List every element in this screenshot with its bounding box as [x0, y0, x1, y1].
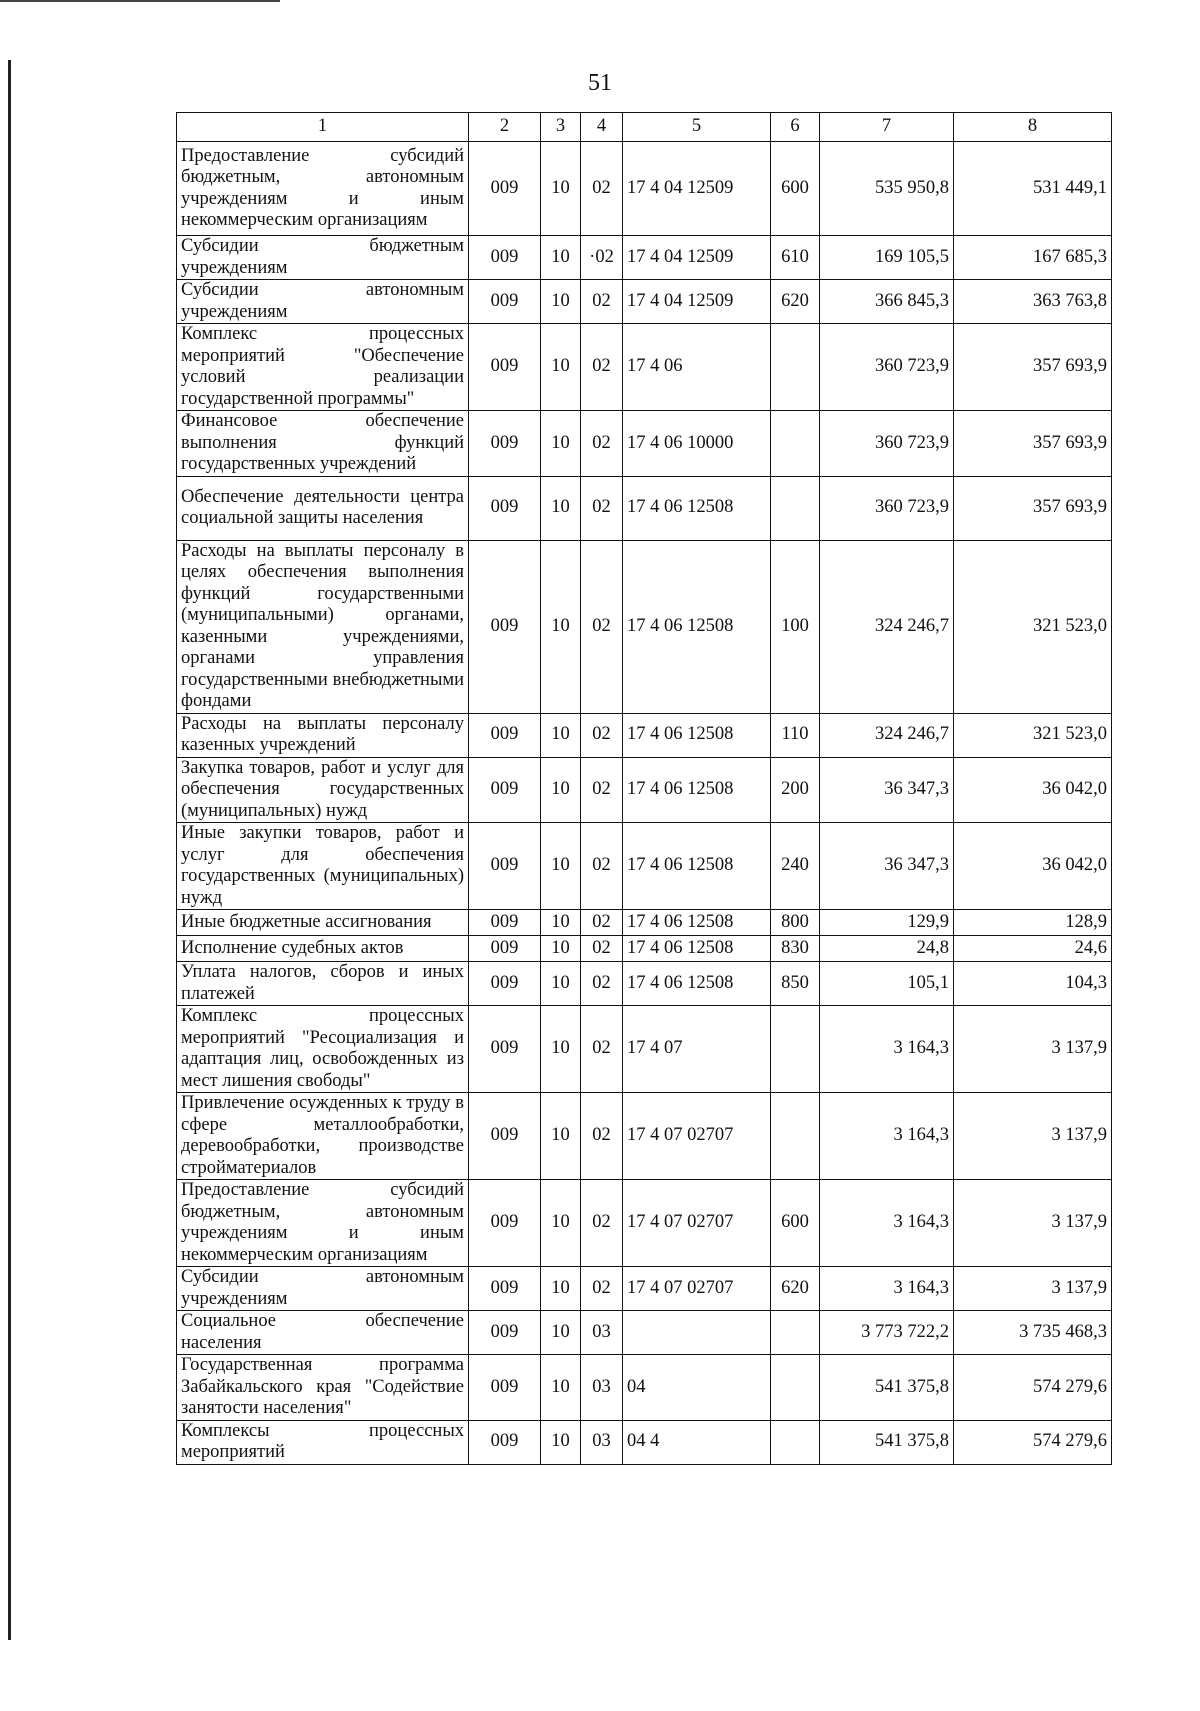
expense-kind-code: 200	[771, 757, 820, 823]
column-header: 8	[954, 113, 1112, 142]
table-row	[177, 936, 1112, 962]
amount-year-2: 357 693,9	[954, 324, 1112, 411]
section-code: 10	[541, 1355, 581, 1421]
target-code: 17 4 06 12508	[623, 936, 771, 962]
amount-year-2: 357 693,9	[954, 411, 1112, 477]
section-code: 10	[541, 411, 581, 477]
expense-kind-code: 240	[771, 823, 820, 910]
amount-year-1: 535 950,8	[820, 142, 954, 236]
amount-year-1: 3 164,3	[820, 1267, 954, 1311]
scan-edge-top	[0, 0, 280, 2]
ministry-code: 009	[469, 324, 541, 411]
subsection-code: 03	[581, 1420, 623, 1464]
expense-kind-code: 800	[771, 910, 820, 936]
row-name: Обеспечение деятельности центра социальной защиты населения	[177, 476, 469, 540]
row-name: Закупка товаров, работ и услуг для обеспечения государственных (муниципальных) нужд	[177, 757, 469, 823]
section-code: 10	[541, 236, 581, 280]
table-header-row	[177, 113, 1112, 142]
expense-kind-code: 600	[771, 142, 820, 236]
row-name: Финансовое обеспечение выполнения функций государственных учреждений	[177, 411, 469, 477]
table-row	[177, 910, 1112, 936]
ministry-code: 009	[469, 1093, 541, 1180]
amount-year-1: 3 164,3	[820, 1180, 954, 1267]
subsection-code: 02	[581, 1093, 623, 1180]
row-name: Комплекс процессных мероприятий "Ресоциализация и адаптация лиц, освобожденных из мест лишения свободы"	[177, 1006, 469, 1093]
subsection-code: 02	[581, 757, 623, 823]
subsection-code: 02	[581, 476, 623, 540]
amount-year-1: 360 723,9	[820, 411, 954, 477]
row-name: Привлечение осужденных к труду в сфере металлообработки, деревообработки, производстве стройматериалов	[177, 1093, 469, 1180]
target-code: 17 4 06 10000	[623, 411, 771, 477]
ministry-code: 009	[469, 757, 541, 823]
column-header: 1	[177, 113, 469, 142]
ministry-code: 009	[469, 962, 541, 1006]
row-name: Субсидии бюджетным учреждениям	[177, 236, 469, 280]
amount-year-1: 129,9	[820, 910, 954, 936]
section-code: 10	[541, 936, 581, 962]
amount-year-1: 105,1	[820, 962, 954, 1006]
budget-table	[176, 112, 1112, 1465]
target-code: 17 4 06	[623, 324, 771, 411]
column-header: 6	[771, 113, 820, 142]
table-row	[177, 962, 1112, 1006]
amount-year-1: 324 246,7	[820, 540, 954, 713]
ministry-code: 009	[469, 540, 541, 713]
amount-year-2: 531 449,1	[954, 142, 1112, 236]
amount-year-1: 360 723,9	[820, 476, 954, 540]
target-code: 17 4 06 12508	[623, 476, 771, 540]
target-code	[623, 1311, 771, 1355]
subsection-code: 02	[581, 142, 623, 236]
amount-year-2: 167 685,3	[954, 236, 1112, 280]
ministry-code: 009	[469, 713, 541, 757]
row-name: Расходы на выплаты персоналу в целях обеспечения выполнения функций государственными (муниципальными) органами, казенными учреждениями, органами управления государственными внебюджетными фондами	[177, 540, 469, 713]
section-code: 10	[541, 823, 581, 910]
table-row	[177, 1355, 1112, 1421]
expense-kind-code: 100	[771, 540, 820, 713]
amount-year-1: 36 347,3	[820, 823, 954, 910]
table-row	[177, 411, 1112, 477]
ministry-code: 009	[469, 1267, 541, 1311]
table-row	[177, 1420, 1112, 1464]
row-name: Субсидии автономным учреждениям	[177, 280, 469, 324]
amount-year-2: 321 523,0	[954, 713, 1112, 757]
target-code: 17 4 06 12508	[623, 540, 771, 713]
ministry-code: 009	[469, 823, 541, 910]
amount-year-2: 574 279,6	[954, 1355, 1112, 1421]
amount-year-2: 321 523,0	[954, 540, 1112, 713]
amount-year-1: 3 773 722,2	[820, 1311, 954, 1355]
subsection-code: 02	[581, 1267, 623, 1311]
expense-kind-code: 610	[771, 236, 820, 280]
expense-kind-code: 830	[771, 936, 820, 962]
amount-year-2: 36 042,0	[954, 757, 1112, 823]
amount-year-1: 24,8	[820, 936, 954, 962]
amount-year-1: 36 347,3	[820, 757, 954, 823]
amount-year-2: 3 137,9	[954, 1267, 1112, 1311]
table-row	[177, 1093, 1112, 1180]
amount-year-2: 3 137,9	[954, 1006, 1112, 1093]
section-code: 10	[541, 1093, 581, 1180]
target-code: 17 4 06 12508	[623, 962, 771, 1006]
row-name: Государственная программа Забайкальского края "Содействие занятости населения"	[177, 1355, 469, 1421]
section-code: 10	[541, 1311, 581, 1355]
amount-year-1: 3 164,3	[820, 1006, 954, 1093]
section-code: 10	[541, 142, 581, 236]
target-code: 17 4 06 12508	[623, 757, 771, 823]
subsection-code: 02	[581, 713, 623, 757]
ministry-code: 009	[469, 1420, 541, 1464]
amount-year-1: 541 375,8	[820, 1420, 954, 1464]
subsection-code: 03	[581, 1355, 623, 1421]
amount-year-2: 36 042,0	[954, 823, 1112, 910]
table-row	[177, 236, 1112, 280]
target-code: 17 4 04 12509	[623, 280, 771, 324]
table-row	[177, 280, 1112, 324]
amount-year-2: 128,9	[954, 910, 1112, 936]
row-name: Субсидии автономным учреждениям	[177, 1267, 469, 1311]
subsection-code: 02	[581, 936, 623, 962]
row-name: Уплата налогов, сборов и иных платежей	[177, 962, 469, 1006]
section-code: 10	[541, 1180, 581, 1267]
row-name: Расходы на выплаты персоналу казенных учреждений	[177, 713, 469, 757]
ministry-code: 009	[469, 1006, 541, 1093]
amount-year-2: 3 137,9	[954, 1180, 1112, 1267]
target-code: 17 4 07	[623, 1006, 771, 1093]
subsection-code: 02	[581, 823, 623, 910]
section-code: 10	[541, 757, 581, 823]
target-code: 17 4 07 02707	[623, 1180, 771, 1267]
expense-kind-code	[771, 476, 820, 540]
subsection-code: 02	[581, 1180, 623, 1267]
subsection-code: 02	[581, 411, 623, 477]
expense-kind-code: 620	[771, 1267, 820, 1311]
ministry-code: 009	[469, 1180, 541, 1267]
column-header: 3	[541, 113, 581, 142]
row-name: Исполнение судебных актов	[177, 936, 469, 962]
table-row	[177, 823, 1112, 910]
table-row	[177, 1311, 1112, 1355]
target-code: 17 4 07 02707	[623, 1267, 771, 1311]
ministry-code: 009	[469, 280, 541, 324]
amount-year-2: 24,6	[954, 936, 1112, 962]
section-code: 10	[541, 1420, 581, 1464]
expense-kind-code	[771, 1355, 820, 1421]
target-code: 17 4 06 12508	[623, 713, 771, 757]
subsection-code: 02	[581, 1006, 623, 1093]
column-header: 5	[623, 113, 771, 142]
scan-edge-left	[8, 60, 11, 1640]
ministry-code: 009	[469, 142, 541, 236]
section-code: 10	[541, 280, 581, 324]
table-row	[177, 1267, 1112, 1311]
amount-year-1: 324 246,7	[820, 713, 954, 757]
target-code: 04	[623, 1355, 771, 1421]
subsection-code: 03	[581, 1311, 623, 1355]
table-row	[177, 757, 1112, 823]
row-name: Предоставление субсидий бюджетным, автономным учреждениям и иным некоммерческим организациям	[177, 1180, 469, 1267]
table-row	[177, 476, 1112, 540]
section-code: 10	[541, 713, 581, 757]
subsection-code: 02	[581, 910, 623, 936]
target-code: 17 4 06 12508	[623, 910, 771, 936]
amount-year-1: 360 723,9	[820, 324, 954, 411]
ministry-code: 009	[469, 936, 541, 962]
expense-kind-code	[771, 1311, 820, 1355]
expense-kind-code: 620	[771, 280, 820, 324]
target-code: 17 4 04 12509	[623, 236, 771, 280]
amount-year-1: 541 375,8	[820, 1355, 954, 1421]
ministry-code: 009	[469, 476, 541, 540]
expense-kind-code: 600	[771, 1180, 820, 1267]
amount-year-1: 169 105,5	[820, 236, 954, 280]
target-code: 17 4 04 12509	[623, 142, 771, 236]
section-code: 10	[541, 910, 581, 936]
row-name: Социальное обеспечение населения	[177, 1311, 469, 1355]
section-code: 10	[541, 962, 581, 1006]
target-code: 04 4	[623, 1420, 771, 1464]
expense-kind-code: 850	[771, 962, 820, 1006]
expense-kind-code	[771, 1093, 820, 1180]
subsection-code: 02	[581, 324, 623, 411]
section-code: 10	[541, 324, 581, 411]
ministry-code: 009	[469, 910, 541, 936]
expense-kind-code: 110	[771, 713, 820, 757]
amount-year-1: 366 845,3	[820, 280, 954, 324]
ministry-code: 009	[469, 1355, 541, 1421]
table-row	[177, 324, 1112, 411]
table-body	[177, 113, 1112, 1465]
table-row	[177, 142, 1112, 236]
column-header: 2	[469, 113, 541, 142]
row-name: Иные закупки товаров, работ и услуг для обеспечения государственных (муниципальных) нужд	[177, 823, 469, 910]
row-name: Предоставление субсидий бюджетным, автономным учреждениям и иным некоммерческим организациям	[177, 142, 469, 236]
amount-year-1: 3 164,3	[820, 1093, 954, 1180]
target-code: 17 4 06 12508	[623, 823, 771, 910]
amount-year-2: 3 735 468,3	[954, 1311, 1112, 1355]
ministry-code: 009	[469, 411, 541, 477]
ministry-code: 009	[469, 236, 541, 280]
expense-kind-code	[771, 1006, 820, 1093]
amount-year-2: 574 279,6	[954, 1420, 1112, 1464]
subsection-code: ·02	[581, 236, 623, 280]
column-header: 4	[581, 113, 623, 142]
row-name: Комплекс процессных мероприятий "Обеспечение условий реализации государственной программы"	[177, 324, 469, 411]
subsection-code: 02	[581, 962, 623, 1006]
table-row	[177, 540, 1112, 713]
amount-year-2: 357 693,9	[954, 476, 1112, 540]
page-number: 51	[588, 70, 612, 96]
ministry-code: 009	[469, 1311, 541, 1355]
row-name: Иные бюджетные ассигнования	[177, 910, 469, 936]
section-code: 10	[541, 1006, 581, 1093]
amount-year-2: 3 137,9	[954, 1093, 1112, 1180]
subsection-code: 02	[581, 280, 623, 324]
expense-kind-code	[771, 1420, 820, 1464]
amount-year-2: 104,3	[954, 962, 1112, 1006]
expense-kind-code	[771, 411, 820, 477]
section-code: 10	[541, 1267, 581, 1311]
target-code: 17 4 07 02707	[623, 1093, 771, 1180]
section-code: 10	[541, 540, 581, 713]
row-name: Комплексы процессных мероприятий	[177, 1420, 469, 1464]
table-row	[177, 713, 1112, 757]
amount-year-2: 363 763,8	[954, 280, 1112, 324]
subsection-code: 02	[581, 540, 623, 713]
column-header: 7	[820, 113, 954, 142]
table-row	[177, 1006, 1112, 1093]
section-code: 10	[541, 476, 581, 540]
expense-kind-code	[771, 324, 820, 411]
table-row	[177, 1180, 1112, 1267]
